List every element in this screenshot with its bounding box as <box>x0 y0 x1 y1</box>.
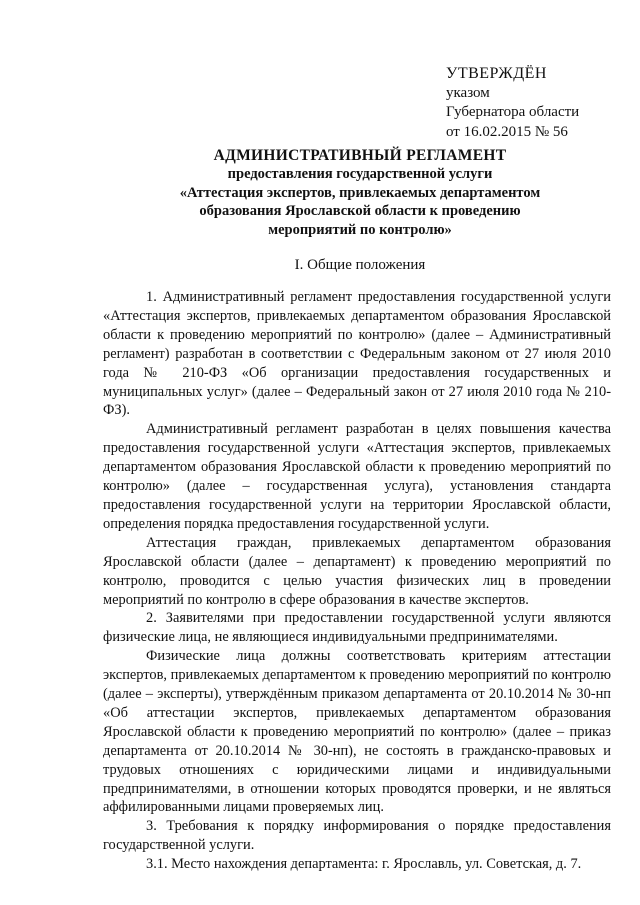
title-line: предоставления государственной услуги <box>227 166 493 182</box>
paragraph: Аттестация граждан, привлекаемых департаментом образования Ярославской области (далее – департамент) к проведению мероприятий по контролю, проводится с целью участия физических лиц в проведении мероприятий по контролю в сфере образования в качестве экспертов. <box>103 534 611 608</box>
approval-line: Губернатора области <box>446 104 580 120</box>
paragraph: Физические лица должны соответствовать критериям аттестации экспертов, привлекаемых департаментом к проведению мероприятий по контролю (далее – эксперты), утверждённым приказом департамента от 20.10.2014 № 30-нп «Об аттестации экспертов, привлекаемых департаментом образования Ярославской области к проведению мероприятий по контролю» (далее – приказ департамента от 20.10.2014 № 30-нп), не состоять в гражданско-правовых и трудовых отношениях с юридическими лицами и индивидуальными предпринимателями, в отношении которых проводятся проверки, и не являться аффилированными лицами проверяемых лиц. <box>103 648 611 816</box>
paragraph: 1. Административный регламент предоставления государственной услуги «Аттестация экспертов, привлекаемых департаментом образования Ярославской области к проведению мероприятий по контролю» (далее – Административный регламент) разработан в соответствии с Федеральным законом от 27 июля 2010 года № 210-ФЗ «Об организации предоставления государственных и муниципальных услуг» (далее – Федеральный закон от 27 июля 2010 года № 210-ФЗ). <box>103 289 611 419</box>
document-title <box>100 146 620 239</box>
paragraph: 3.1. Место нахождения департамента: г. Ярославль, ул. Советская, д. 7. <box>146 856 582 873</box>
approval-date: от 16.02.2015 № 56 <box>446 123 568 140</box>
section-heading: I. Общие положения <box>294 257 426 273</box>
title-line: мероприятий по контролю» <box>268 221 452 238</box>
paragraph: Административный регламент разработан в целях повышения качества предоставления государственной услуги «Аттестация экспертов, привлекаемых департаментом образования Ярославской области к проведению мероприятий по контролю» (далее – государственная услуга), установления стандарта предоставления государственной услуги на территории Ярославской области, определения порядка предоставления государственной услуги. <box>103 421 611 532</box>
title-line: образования Ярославской области к проведению <box>199 203 521 219</box>
approval-title: УТВЕРЖДЁН <box>446 65 547 82</box>
paragraph: 2. Заявителями при предоставлении государственной услуги являются физические лица, не являющиеся индивидуальными предпринимателями. <box>103 610 611 646</box>
title-line: «Аттестация экспертов, привлекаемых департаментом <box>179 184 541 201</box>
paragraph: 3. Требования к порядку информирования о порядке предоставления государственной услуги. <box>103 818 611 854</box>
title-main: АДМИНИСТРАТИВНЫЙ РЕГЛАМЕНТ <box>213 147 507 164</box>
document-body <box>103 288 611 874</box>
approval-stamp <box>446 64 626 142</box>
approval-line: указом <box>446 84 490 101</box>
